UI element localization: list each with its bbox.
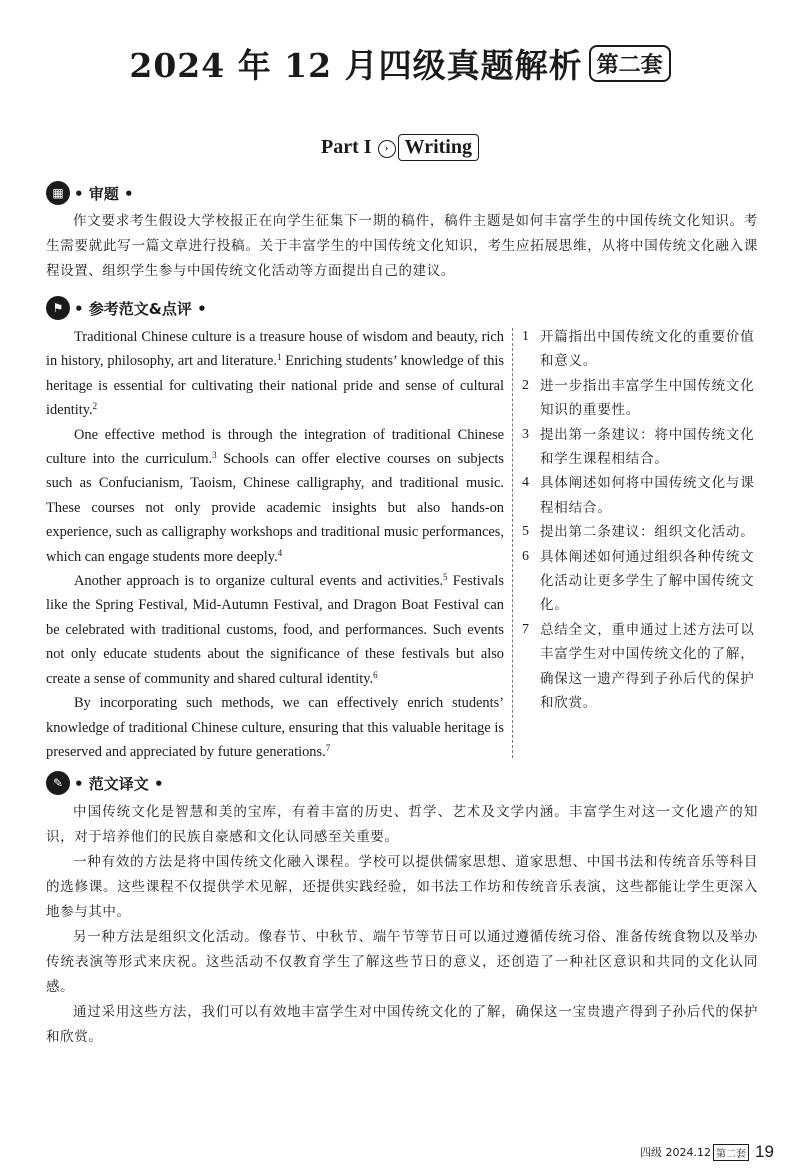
- translation-paragraph: 另一种方法是组织文化活动。像春节、中秋节、端午节等节日可以通过遵循传统习俗、准备传统食物以及举办传统表演等形式来庆祝。这些活动不仅教育学生了解这些节日的意义，还创造了一种社区意识和共同的文化认同感。: [46, 929, 758, 995]
- essay-paragraph: [46, 325, 504, 423]
- essay-sentence: Traditional Chinese culture is a treasure house of wisdom and beauty, rich in history, philosophy, art and literature.: [46, 329, 504, 370]
- sample-heading-text: • 参考范文&点评 •: [74, 299, 207, 318]
- comment-item: [522, 325, 762, 374]
- column-divider: [512, 328, 513, 758]
- comments-column: [522, 325, 762, 716]
- essay-sentence: One effective method is through the integration of traditional Chinese culture into the curriculum.: [46, 426, 504, 468]
- comment-number: 2: [522, 377, 530, 393]
- set-badge: 第二套: [589, 45, 671, 82]
- comment-number: 6: [522, 548, 530, 564]
- comment-item: [522, 471, 762, 520]
- comment-number: 3: [522, 426, 530, 442]
- review-heading: [46, 181, 134, 205]
- essay-sentence: Enriching students’ knowledge of this heritage is essential for cultivating their national pride and sense of cultural identity.: [46, 353, 504, 419]
- page-title: [0, 40, 800, 87]
- pen-icon: ✎: [46, 771, 70, 795]
- essay-sentence: Festivals like the Spring Festival, Mid-Autumn Festival, and Dragon Boat Festival can be celebrated with traditional customs, food, and performances. Such events not only educate students about the significance of these festivals but also create a sense of community and shared cultural identity.: [46, 573, 504, 687]
- essay-sentence: Another approach is to organize cultural events and activities.: [74, 573, 444, 590]
- sample-heading: [46, 296, 207, 320]
- translation-paragraph: 一种有效的方法是将中国传统文化融入课程。学校可以提供儒家思想、道家思想、中国书法和传统音乐等科目的选修课。这些课程不仅提供学术见解，还提供实践经验，如书法工作坊和传统音乐表演，这些都能让学生更深入地参与其中。: [46, 854, 758, 920]
- comment-text: 提出第二条建议：组织文化活动。: [540, 524, 755, 541]
- review-heading-text: • 审题 •: [74, 184, 134, 203]
- comment-number: 4: [522, 475, 530, 491]
- comment-text: 具体阐述如何将中国传统文化与课程相结合。: [540, 475, 755, 516]
- part-label: Part I: [321, 136, 372, 158]
- comment-item: [522, 423, 762, 472]
- sentence-marker: 3: [212, 450, 217, 461]
- comment-item: [522, 374, 762, 423]
- footer-badge: 第二套: [713, 1144, 749, 1161]
- sentence-marker: 1: [276, 352, 282, 363]
- part-name: Writing: [398, 134, 479, 161]
- comment-text: 开篇指出中国传统文化的重要价值和意义。: [540, 329, 755, 370]
- comment-text: 提出第一条建议：将中国传统文化和学生课程相结合。: [540, 426, 755, 468]
- essay-sentence: Schools can offer elective courses on subjects such as Confucianism, Taoism, Chinese calligraphy, and traditional music. These courses not only provide academic insights but also hands-on experience, such as calligraphy workshops and traditional music performances, which can engage students more deeply.: [46, 451, 504, 565]
- part-heading: [0, 134, 800, 161]
- sentence-marker: 5: [443, 572, 448, 583]
- page-footer: [640, 1142, 774, 1162]
- essay-paragraph: [46, 423, 504, 569]
- comment-text: 进一步指出丰富学生中国传统文化知识的重要性。: [540, 377, 755, 419]
- comment-number: 7: [522, 621, 530, 637]
- sentence-marker: 4: [277, 547, 283, 558]
- comment-item: [522, 618, 762, 716]
- sentence-marker: 7: [325, 742, 331, 753]
- translation-paragraph: 中国传统文化是智慧和美的宝库，有着丰富的历史、哲学、艺术及文学内涵。丰富学生对这一文化遗产的知识，对于培养他们的民族自豪感和文化认同感至关重要。: [46, 804, 758, 845]
- essay-paragraph: [46, 691, 504, 764]
- review-paragraph: 作文要求考生假设大学校报正在向学生征集下一期的稿件，稿件主题是如何丰富学生的中国传统文化知识。考生需要就此写一篇文章进行投稿。关于丰富学生的中国传统文化知识，考生应拓展思维，从将中国传统文化融入课程设置、组织学生参与中国传统文化活动等方面提出自己的建议。: [46, 213, 758, 279]
- flag-icon: ⚑: [46, 296, 70, 320]
- review-icon: ▦: [46, 181, 70, 205]
- comment-item: [522, 545, 762, 618]
- comment-text: 总结全文，重申通过上述方法可以丰富学生对中国传统文化的了解，确保这一遗产得到子孙后代的保护和欣赏。: [540, 621, 755, 712]
- translation-heading-text: • 范文译文 •: [74, 774, 164, 793]
- essay-paragraph: [46, 569, 504, 691]
- comment-number: 1: [522, 329, 530, 344]
- sample-essay: [46, 325, 504, 764]
- sentence-marker: 6: [373, 669, 378, 680]
- arrow-right-icon: ›: [378, 140, 396, 158]
- translation-paragraph: 通过采用这些方法，我们可以有效地丰富学生对中国传统文化的了解，确保这一宝贵遗产得到子孙后代的保护和欣赏。: [46, 1004, 758, 1045]
- comment-item: [522, 520, 762, 544]
- essay-sentence: By incorporating such methods, we can effectively enrich students’ knowledge of traditional Chinese culture, ensuring that this valuable heritage is preserved and appreciated by future generations.: [46, 695, 504, 760]
- page-number: 19: [754, 1142, 774, 1161]
- comment-text: 具体阐述如何通过组织各种传统文化活动让更多学生了解中国传统文化。: [540, 548, 755, 614]
- translation-heading: [46, 771, 164, 795]
- footer-label: 四级 2024.12: [640, 1146, 711, 1159]
- sentence-marker: 2: [92, 401, 98, 412]
- page-title-text: 2024 年 12 月四级真题解析: [129, 46, 583, 85]
- comment-number: 5: [522, 524, 530, 540]
